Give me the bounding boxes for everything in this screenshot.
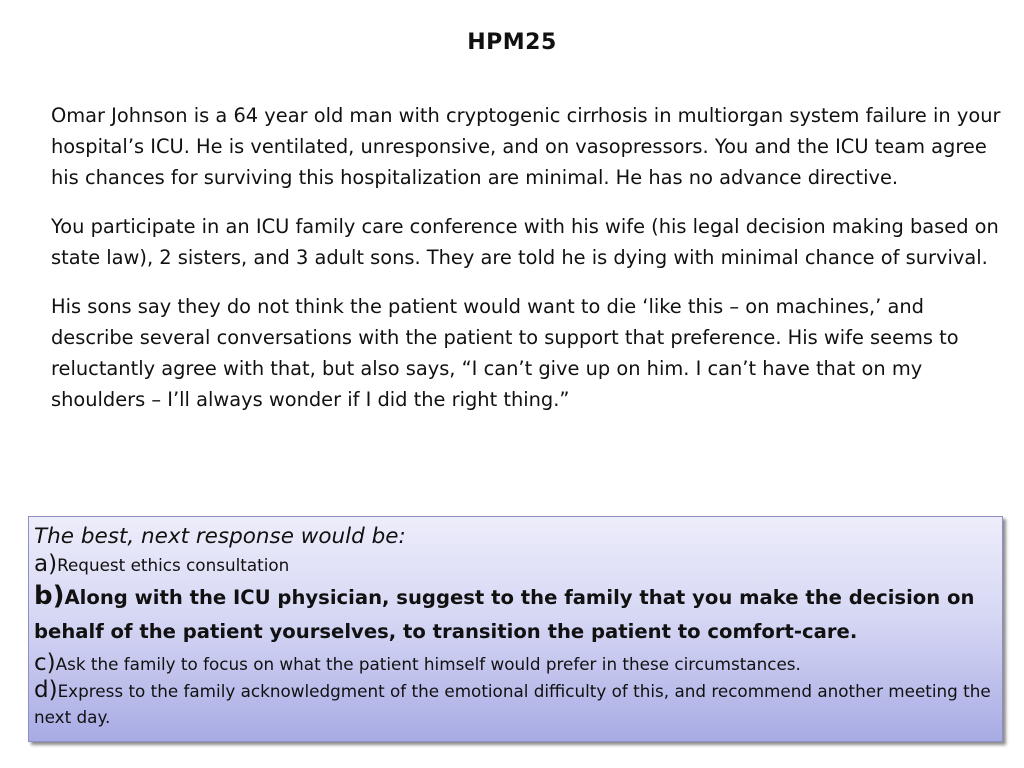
case-paragraph-1: Omar Johnson is a 64 year old man with cryptogenic cirrhosis in multiorgan system failure in your hospital’s ICU. He is ventilated, unresponsive, and on vasopressors. You and the ICU team agree his chances for surviving this hospitalization are minimal. He has no advance directive. xyxy=(51,104,1001,189)
option-letter-d: d) xyxy=(34,677,58,703)
slide-title: HPM25 xyxy=(467,30,557,55)
option-letter-a: a) xyxy=(34,551,58,577)
answer-option-d xyxy=(34,677,997,730)
case-paragraph-3: His sons say they do not think the patient would want to die ‘like this – on machines,’ and describe several conversations with the patient to support that preference. His wife seems to reluctantly agree with that, but also says, “I can’t give up on him. I can’t have that on my shoulders – I’ll always wonder if I did the right thing.” xyxy=(51,295,959,411)
answer-option-a xyxy=(34,551,997,578)
option-letter-c: c) xyxy=(34,650,56,676)
case-description xyxy=(51,100,1001,433)
question-box xyxy=(28,516,1003,742)
case-paragraph-2: You participate in an ICU family care conference with his wife (his legal decision making based on state law), 2 sisters, and 3 adult sons. They are told he is dying with minimal chance of survival. xyxy=(51,215,999,269)
option-text-a: Request ethics consultation xyxy=(57,555,290,575)
option-text-c: Ask the family to focus on what the patient himself would prefer in these circumstances. xyxy=(55,654,801,674)
answer-option-c xyxy=(34,650,997,677)
option-text-b: Along with the ICU physician, suggest to the family that you make the decision on behalf of the patient yourselves, to transition the patient to comfort-care. xyxy=(34,586,975,643)
question-prompt: The best, next response would be: xyxy=(34,524,406,549)
option-text-d: Express to the family acknowledgment of the emotional difficulty of this, and recommend another meeting the next day. xyxy=(34,681,991,727)
option-letter-b: b) xyxy=(34,581,65,611)
answer-option-b xyxy=(34,579,997,649)
